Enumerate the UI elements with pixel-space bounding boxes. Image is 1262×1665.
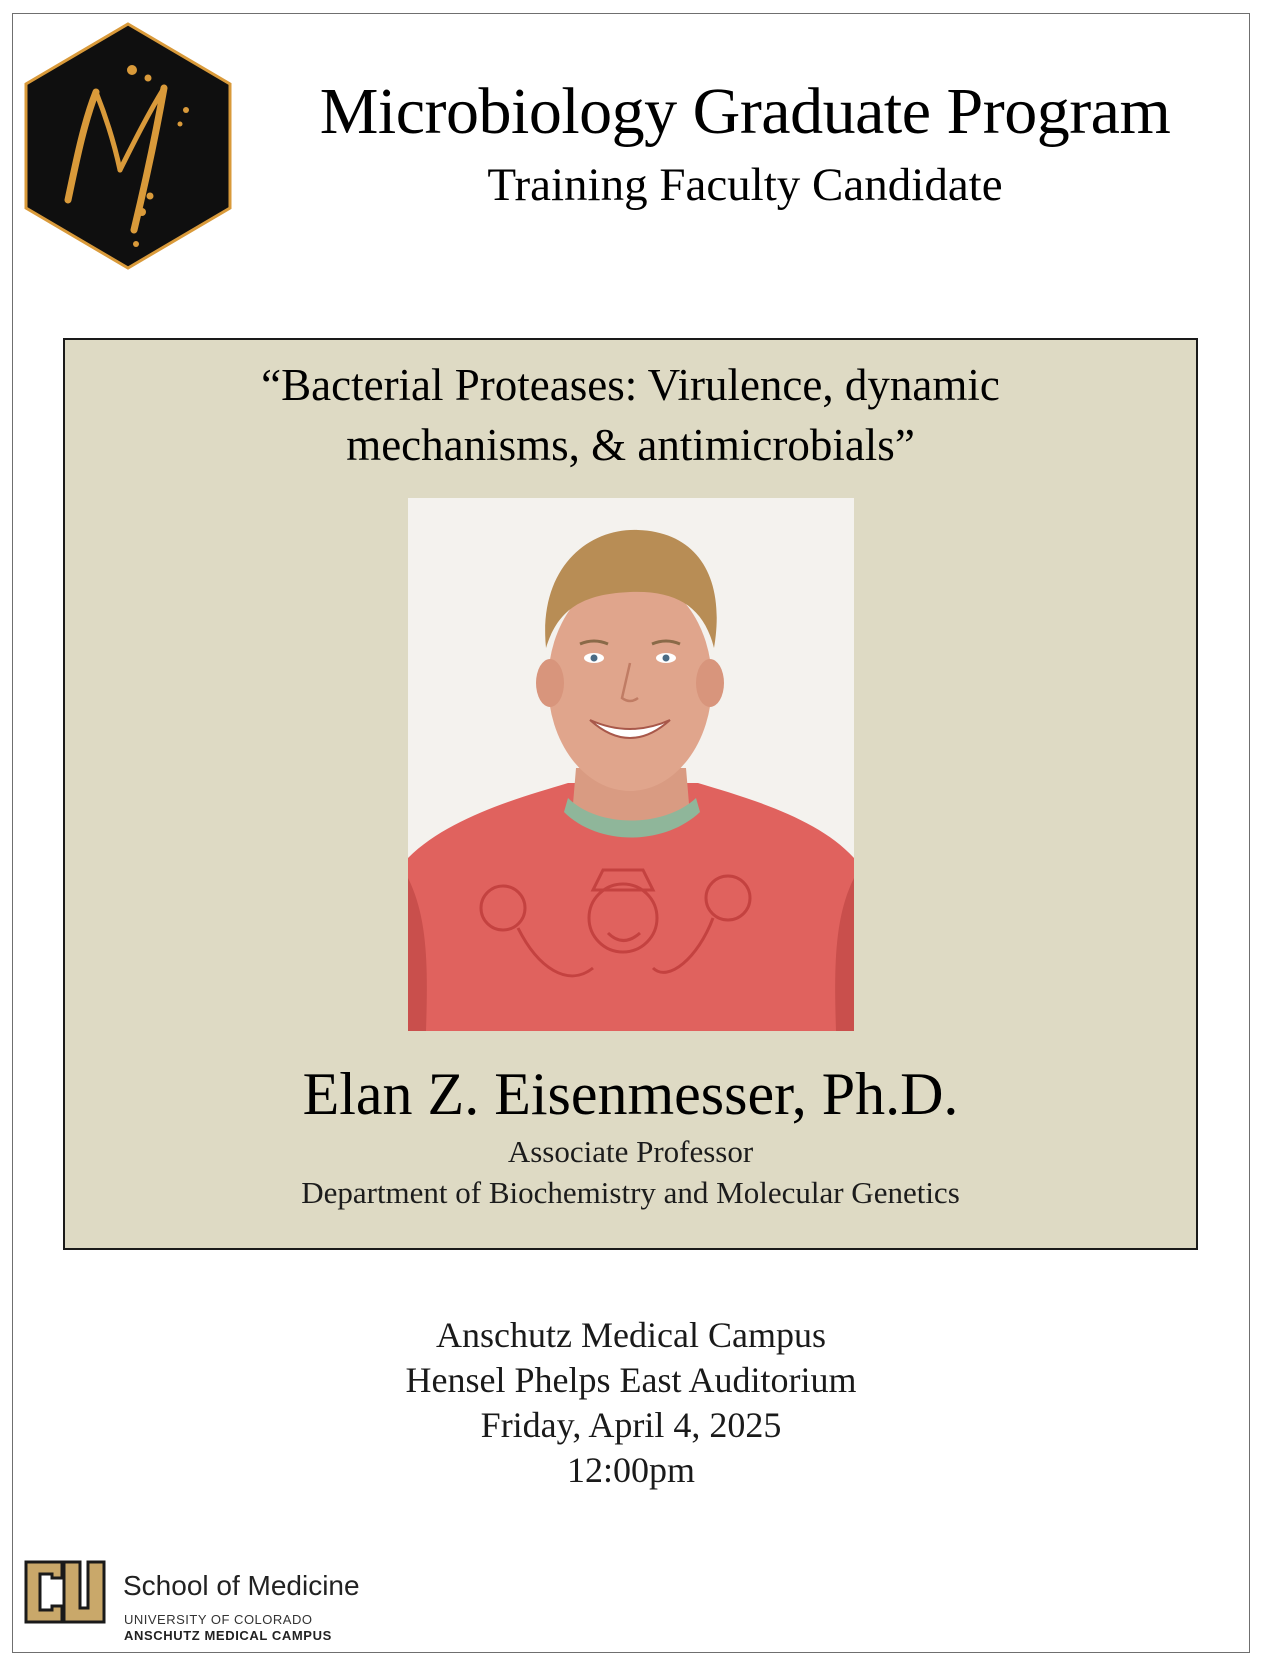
talk-title — [65, 355, 1196, 475]
footer-campus: ANSCHUTZ MEDICAL CAMPUS — [124, 1628, 332, 1643]
program-logo-icon — [24, 22, 232, 270]
event-venue: Hensel Phelps East Auditorium — [405, 1360, 857, 1400]
cu-logo-icon — [22, 1556, 108, 1628]
speaker-portrait-photo — [408, 498, 854, 1031]
program-subtitle: Training Faculty Candidate — [487, 159, 1003, 211]
event-campus: Anschutz Medical Campus — [436, 1315, 826, 1355]
talk-title-line-1: “Bacterial Proteases: Virulence, dynamic — [261, 360, 1000, 410]
event-time: 12:00pm — [566, 1450, 695, 1490]
speaker-department: Department of Biochemistry and Molecular Genetics — [301, 1175, 960, 1210]
footer-school-name: School of Medicine — [123, 1570, 360, 1601]
event-date: Friday, April 4, 2025 — [480, 1405, 782, 1445]
program-title: Microbiology Graduate Program — [319, 75, 1171, 148]
seminar-feature-box — [63, 338, 1198, 1250]
footer-university: UNIVERSITY OF COLORADO — [124, 1612, 313, 1627]
speaker-role: Associate Professor — [507, 1134, 754, 1169]
speaker-name: Elan Z. Eisenmesser, Ph.D. — [302, 1061, 959, 1127]
talk-title-line-2: mechanisms, & antimicrobials” — [346, 420, 915, 470]
event-details — [0, 1313, 1262, 1493]
